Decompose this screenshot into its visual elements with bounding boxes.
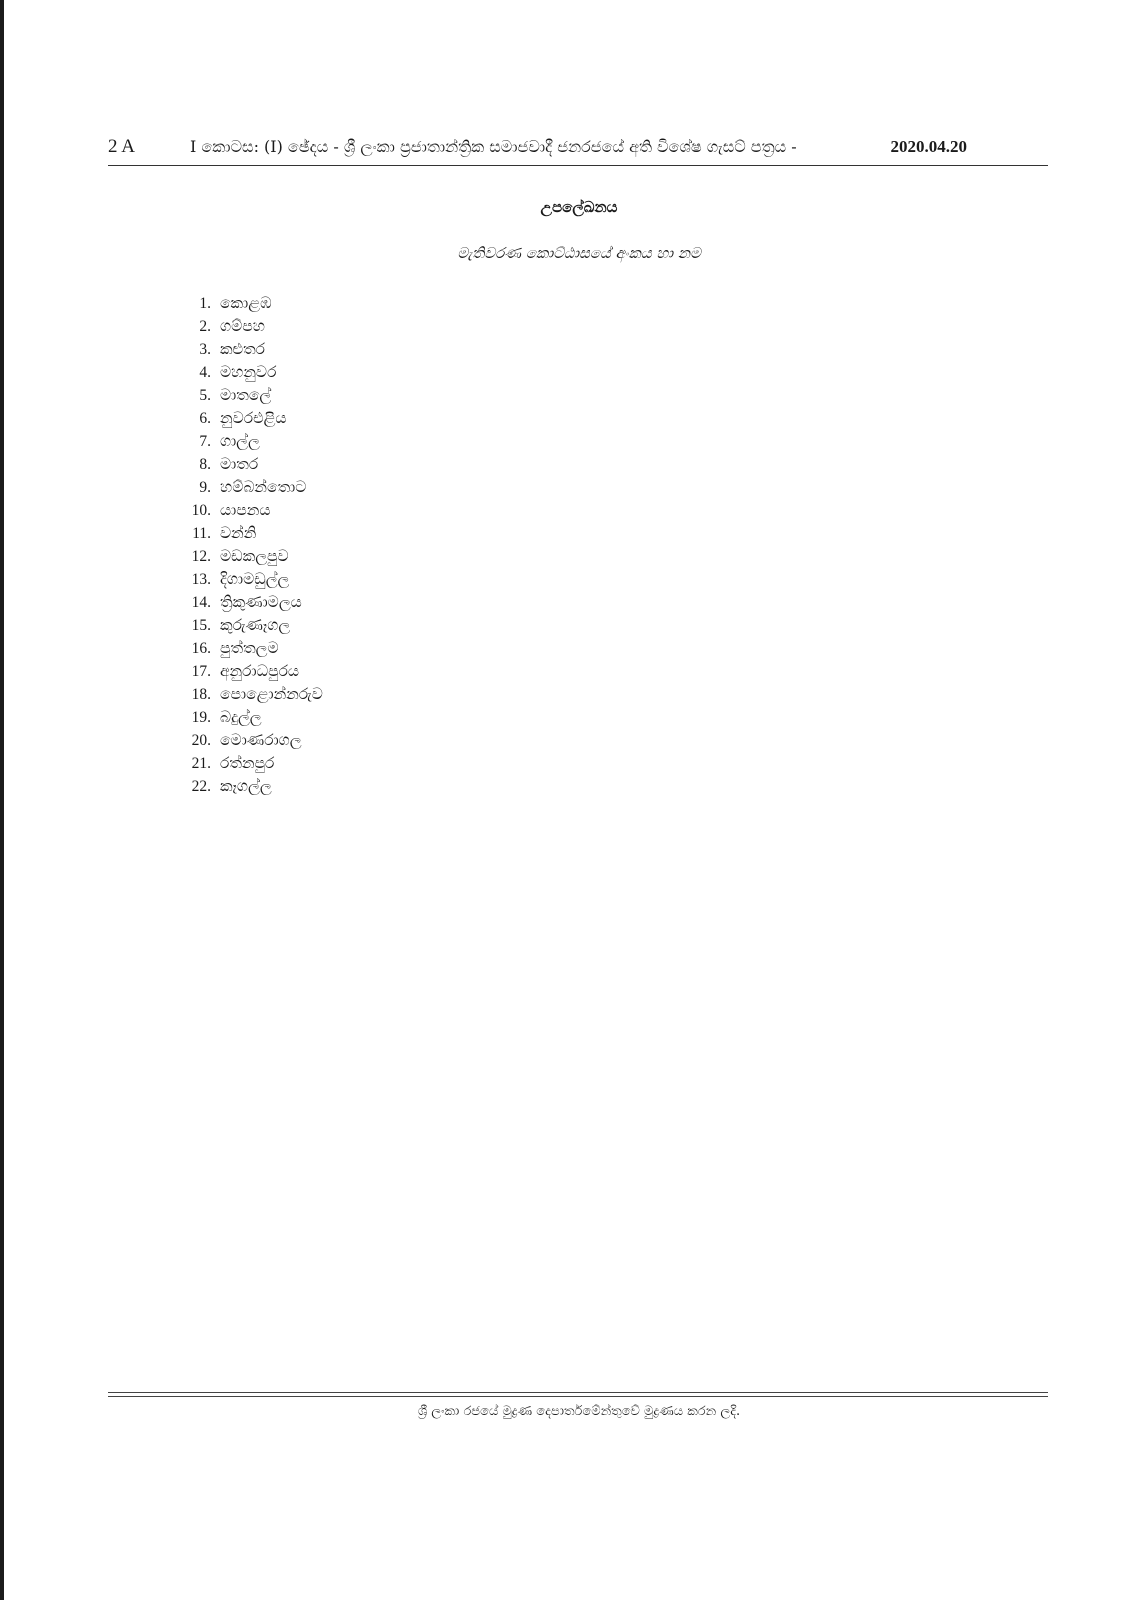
gazette-date: 2020.04.20	[890, 137, 967, 156]
district-name: පුත්තලම	[220, 639, 279, 657]
district-number: 8.	[199, 456, 211, 473]
district-name: කෑගල්ල	[220, 777, 272, 795]
district-name: බදුල්ල	[220, 708, 262, 726]
district-name: පොළොන්නරුව	[220, 685, 323, 703]
list-item	[176, 568, 323, 591]
district-number: 13.	[191, 571, 211, 588]
district-name: දිගාමඩුල්ල	[220, 570, 290, 588]
district-number: 10.	[191, 502, 211, 519]
district-number: 18.	[191, 686, 211, 703]
list-item	[176, 430, 323, 453]
list-item	[176, 315, 323, 338]
footer-divider-bottom	[108, 1396, 1048, 1397]
appendix-title: උපලේඛනය	[540, 198, 618, 216]
list-item	[176, 752, 323, 775]
list-item	[176, 591, 323, 614]
district-name: කළුතර	[220, 340, 266, 358]
list-item	[176, 706, 323, 729]
list-item	[176, 453, 323, 476]
gazette-header-title: I කොටස: (I) ඡේදය - ශ්‍රී ලංකා ප්‍රජාතාන්ත්‍රික සමාජවාදී ජනරජයේ අති විශේෂ ගැසට් පත්‍රය -	[190, 137, 797, 156]
district-name: වන්නි	[220, 524, 257, 542]
district-name: මොණරාගල	[220, 731, 302, 749]
district-number: 16.	[191, 640, 211, 657]
district-number: 15.	[191, 617, 211, 634]
district-number: 3.	[199, 341, 211, 358]
page-number: 2 A	[108, 136, 135, 157]
district-name: යාපනය	[220, 501, 271, 519]
district-name: මඩකලපුව	[220, 547, 289, 565]
district-name: ගාල්ල	[220, 432, 260, 450]
list-item	[176, 407, 323, 430]
district-number: 4.	[199, 364, 211, 381]
list-item	[176, 775, 323, 798]
district-number: 6.	[199, 410, 211, 427]
list-item	[176, 683, 323, 706]
list-item	[176, 292, 323, 315]
list-item	[176, 499, 323, 522]
list-item	[176, 361, 323, 384]
district-number: 21.	[191, 755, 211, 772]
district-name: කොළඹ	[220, 294, 272, 312]
list-item	[176, 729, 323, 752]
footer-divider-top	[108, 1392, 1048, 1393]
district-name: මාතර	[220, 455, 259, 473]
district-name: කුරුණෑගල	[220, 616, 291, 634]
district-name: නුවරඑළිය	[220, 409, 287, 427]
district-number: 20.	[191, 732, 211, 749]
district-number: 19.	[191, 709, 211, 726]
district-number: 14.	[191, 594, 211, 611]
district-name: ත්‍රිකුණාමලය	[220, 593, 302, 611]
gazette-header	[108, 134, 1048, 160]
list-item	[176, 338, 323, 361]
district-number: 5.	[199, 387, 211, 404]
list-item	[176, 614, 323, 637]
header-divider	[108, 165, 1048, 166]
list-item	[176, 545, 323, 568]
list-item	[176, 384, 323, 407]
district-name: හම්බන්තොට	[220, 478, 307, 496]
district-number: 9.	[199, 479, 211, 496]
district-list	[176, 292, 323, 798]
district-number: 1.	[199, 295, 211, 312]
district-name: ගම්පහ	[220, 317, 265, 335]
district-number: 11.	[192, 525, 211, 542]
district-number: 17.	[191, 663, 211, 680]
district-number: 12.	[191, 548, 211, 565]
district-number: 7.	[199, 433, 211, 450]
list-item	[176, 660, 323, 683]
district-number: 2.	[199, 318, 211, 335]
page-left-border	[0, 0, 4, 1600]
list-item	[176, 476, 323, 499]
list-item	[176, 637, 323, 660]
district-name: මහනුවර	[220, 363, 277, 381]
district-name: මාතලේ	[220, 386, 272, 404]
district-name: අනුරාධපුරය	[220, 662, 300, 680]
footer-printer-note: ශ්‍රී ලංකා රජයේ මුද්‍රණ දෙපාර්තමේන්තුවේ මුද්‍රණය කරන ලදි.	[417, 1404, 741, 1419]
section-heading: මැතිවරණ කොට්ඨාසයේ අංකය හා නම	[457, 244, 701, 262]
district-name: රත්නපුර	[220, 754, 275, 772]
list-item	[176, 522, 323, 545]
district-number: 22.	[191, 778, 211, 795]
